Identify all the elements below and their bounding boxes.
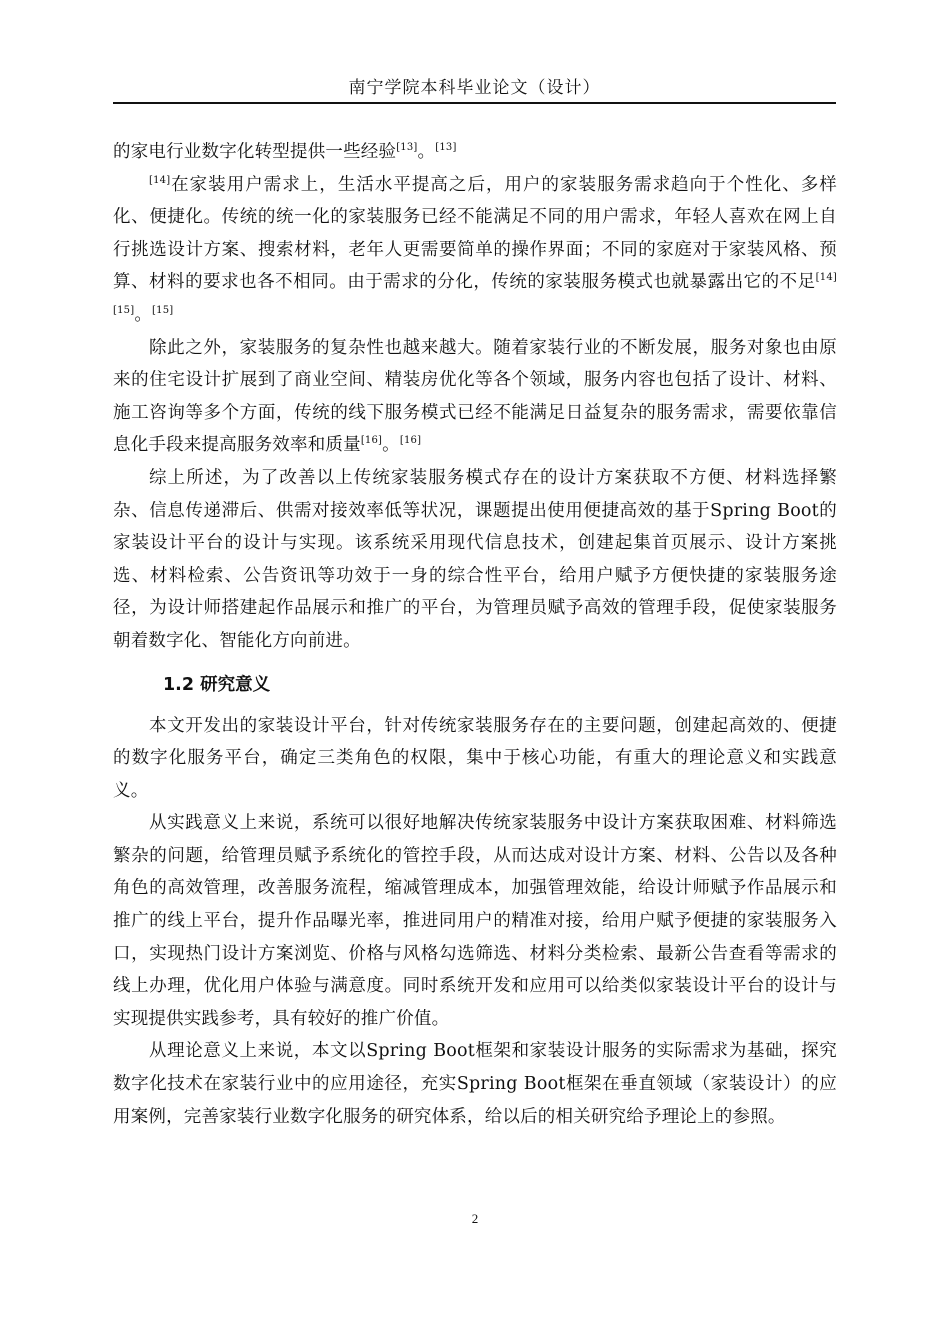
paragraph-summary: 综上所述，为了改善以上传统家装服务模式存在的设计方案获取不方便、材料选择繁杂、信息传递滞后、供需对接效率低等状况，课题提出使用便捷高效的基于Spring Boot的家装设计平台的设计与实现。该系统采用现代信息技术，创建起集首页展示、设计方案挑选、材料检索、公告资讯等功效于一身的综合性平台，给用户赋予方便快捷的家装服务途径，为设计师搭建起作品展示和推广的平台，为管理员赋予高效的管理手段，促使家装服务朝着数字化、智能化方向前进。 bbox=[113, 467, 837, 651]
paragraph-theoretical-significance: 从理论意义上来说，本文以Spring Boot框架和家装设计服务的实际需求为基础，探究数字化技术在家装行业中的应用途径，充实Spring Boot框架在垂直领域（家装设计）的应用案例，完善家装行业数字化服务的研究体系，给以后的相关研究给予理论上的参照。 bbox=[113, 1041, 837, 1127]
citation: [13] bbox=[435, 142, 457, 153]
citation: [14] bbox=[149, 174, 171, 186]
paragraph-complexity bbox=[113, 332, 837, 462]
citation: [15] bbox=[152, 304, 174, 316]
header-rule bbox=[113, 102, 836, 104]
citation: [13] bbox=[396, 142, 418, 153]
section-heading: 1.2 研究意义 bbox=[163, 674, 271, 695]
paragraph-practical-significance: 从实践意义上来说，系统可以很好地解决传统家装服务中设计方案获取困难、材料筛选繁杂的问题，给管理员赋予系统化的管控手段，从而达成对设计方案、材料、公告以及各种角色的高效管理，改善服务流程，缩减管理成本，加强管理效能，给设计师赋予作品展示和推广的线上平台，提升作品曝光率，推进同用户的精准对接，给用户赋予便捷的家装服务入口，实现热门设计方案浏览、价格与风格勾选筛选、材料分类检索、最新公告查看等需求的线上办理，优化用户体验与满意度。同时系统开发和应用可以给类似家装设计平台的设计与实现提供实践参考，具有较好的推广价值。 bbox=[113, 813, 837, 1029]
paragraph-end: 。 bbox=[382, 435, 400, 456]
page-header: 南宁学院本科毕业论文（设计） bbox=[348, 78, 601, 98]
paragraph-significance-intro: 本文开发出的家装设计平台，针对传统家装服务存在的主要问题，创建起高效的、便捷的数字化服务平台，确定三类角色的权限，集中于核心功能，有重大的理论意义和实践意义。 bbox=[113, 715, 837, 801]
paragraph-text: 除此之外，家装服务的复杂性也越来越大。随着家装行业的不断发展，服务对象也由原来的住宅设计扩展到了商业空间、精装房优化等各个领域，服务内容也包括了设计、材料、施工咨询等多个方面，传统的线下服务模式已经不能满足日益复杂的服务需求，需要依靠信息化手段来提高服务效率和质量 bbox=[113, 337, 837, 456]
paragraph-user-needs bbox=[113, 169, 837, 332]
document-body bbox=[113, 136, 837, 1133]
citation: [14][15] bbox=[113, 272, 837, 316]
citation: [16] bbox=[360, 435, 383, 447]
paragraph-text: 的家电行业数字化转型提供一些经验 bbox=[113, 142, 397, 162]
citation: [16] bbox=[399, 435, 422, 447]
page-number: 2 bbox=[471, 1211, 479, 1226]
paragraph-end: 。 bbox=[134, 304, 153, 325]
paragraph-end: 。 bbox=[417, 142, 436, 162]
paragraph-continuation bbox=[113, 136, 837, 169]
paragraph-text: 在家装用户需求上，生活水平提高之后，用户的家装服务需求趋向于个性化、多样化、便捷化。传统的统一化的家装服务已经不能满足不同的用户需求，年轻人喜欢在网上自行挑选设计方案、搜索材料，老年人更需要简单的操作界面；不同的家庭对于家装风格、预算、材料的要求也各不相同。由于需求的分化，传统的家装服务模式也就暴露出它的不足 bbox=[113, 174, 837, 293]
